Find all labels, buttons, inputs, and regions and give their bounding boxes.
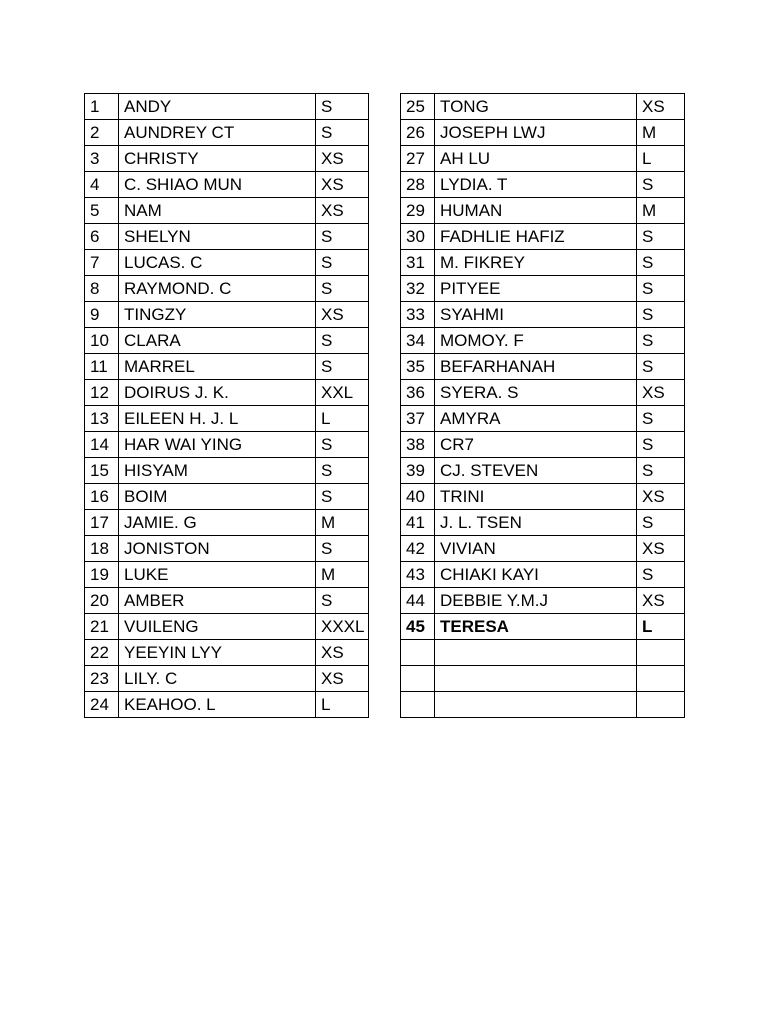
table-row: [401, 458, 685, 484]
table-row: [85, 224, 369, 250]
table-row: [85, 198, 369, 224]
size-cell: S: [316, 484, 369, 510]
name-cell: KEAHOO. L: [119, 692, 316, 718]
name-cell: DEBBIE Y.M.J: [435, 588, 637, 614]
name-cell: NAM: [119, 198, 316, 224]
size-cell: L: [316, 692, 369, 718]
size-cell: XS: [316, 302, 369, 328]
table-row: [401, 380, 685, 406]
size-cell: S: [316, 276, 369, 302]
size-cell: XXXL: [316, 614, 369, 640]
row-number-cell: 42: [401, 536, 435, 562]
table-row: [85, 562, 369, 588]
size-cell: L: [316, 406, 369, 432]
size-cell: S: [316, 536, 369, 562]
row-number-cell: 15: [85, 458, 119, 484]
name-cell: VIVIAN: [435, 536, 637, 562]
table-row: [85, 484, 369, 510]
row-number-cell: 1: [85, 94, 119, 120]
name-cell: AUNDREY CT: [119, 120, 316, 146]
name-cell: AMYRA: [435, 406, 637, 432]
name-cell: BEFARHANAH: [435, 354, 637, 380]
roster-table-left-body: [85, 94, 369, 718]
name-cell: TERESA: [435, 614, 637, 640]
table-row: [401, 692, 685, 718]
table-row: [401, 146, 685, 172]
row-number-cell: 32: [401, 276, 435, 302]
table-row: [401, 224, 685, 250]
name-cell: AH LU: [435, 146, 637, 172]
table-row: [401, 484, 685, 510]
size-cell: XS: [316, 666, 369, 692]
size-cell: S: [637, 276, 685, 302]
name-cell: SYAHMI: [435, 302, 637, 328]
row-number-cell: 41: [401, 510, 435, 536]
table-row: [401, 510, 685, 536]
row-number-cell: 28: [401, 172, 435, 198]
table-row: [85, 120, 369, 146]
row-number-cell: 8: [85, 276, 119, 302]
size-cell: XS: [637, 588, 685, 614]
row-number-cell: 12: [85, 380, 119, 406]
table-row: [401, 406, 685, 432]
name-cell: CJ. STEVEN: [435, 458, 637, 484]
name-cell: CHRISTY: [119, 146, 316, 172]
size-cell: XS: [637, 380, 685, 406]
name-cell: SYERA. S: [435, 380, 637, 406]
name-cell: BOIM: [119, 484, 316, 510]
row-number-cell: 20: [85, 588, 119, 614]
row-number-cell: 43: [401, 562, 435, 588]
row-number-cell: 35: [401, 354, 435, 380]
row-number-cell: 10: [85, 328, 119, 354]
name-cell: RAYMOND. C: [119, 276, 316, 302]
table-row: [401, 536, 685, 562]
name-cell: AMBER: [119, 588, 316, 614]
name-cell: MARREL: [119, 354, 316, 380]
roster-table-right: [400, 93, 685, 718]
name-cell: [435, 692, 637, 718]
size-cell: S: [637, 432, 685, 458]
size-cell: S: [316, 120, 369, 146]
name-cell: TINGZY: [119, 302, 316, 328]
table-row: [401, 198, 685, 224]
size-cell: S: [316, 328, 369, 354]
table-row: [85, 276, 369, 302]
table-row: [85, 94, 369, 120]
size-cell: S: [316, 432, 369, 458]
size-cell: XS: [637, 536, 685, 562]
size-cell: M: [316, 562, 369, 588]
name-cell: TRINI: [435, 484, 637, 510]
table-row: [85, 510, 369, 536]
row-number-cell: 37: [401, 406, 435, 432]
size-cell: S: [637, 510, 685, 536]
name-cell: PITYEE: [435, 276, 637, 302]
table-row: [85, 614, 369, 640]
row-number-cell: 36: [401, 380, 435, 406]
row-number-cell: 29: [401, 198, 435, 224]
size-cell: S: [637, 354, 685, 380]
row-number-cell: 6: [85, 224, 119, 250]
row-number-cell: 21: [85, 614, 119, 640]
row-number-cell: 26: [401, 120, 435, 146]
row-number-cell: 39: [401, 458, 435, 484]
table-row: [85, 536, 369, 562]
size-cell: [637, 692, 685, 718]
table-row: [85, 666, 369, 692]
size-cell: S: [637, 328, 685, 354]
name-cell: LUKE: [119, 562, 316, 588]
table-row: [401, 94, 685, 120]
table-row: [85, 380, 369, 406]
table-row: [401, 614, 685, 640]
size-cell: XXL: [316, 380, 369, 406]
size-cell: S: [316, 458, 369, 484]
table-row: [401, 354, 685, 380]
table-row: [85, 640, 369, 666]
size-cell: S: [637, 302, 685, 328]
row-number-cell: 40: [401, 484, 435, 510]
row-number-cell: 2: [85, 120, 119, 146]
table-row: [401, 328, 685, 354]
row-number-cell: [401, 666, 435, 692]
name-cell: HISYAM: [119, 458, 316, 484]
row-number-cell: 27: [401, 146, 435, 172]
size-cell: XS: [316, 146, 369, 172]
table-row: [401, 172, 685, 198]
row-number-cell: 9: [85, 302, 119, 328]
table-row: [401, 432, 685, 458]
row-number-cell: 14: [85, 432, 119, 458]
size-cell: XS: [316, 640, 369, 666]
name-cell: HAR WAI YING: [119, 432, 316, 458]
row-number-cell: 5: [85, 198, 119, 224]
row-number-cell: 34: [401, 328, 435, 354]
size-cell: L: [637, 146, 685, 172]
name-cell: J. L. TSEN: [435, 510, 637, 536]
size-cell: S: [637, 250, 685, 276]
size-cell: XS: [316, 198, 369, 224]
row-number-cell: 13: [85, 406, 119, 432]
name-cell: JAMIE. G: [119, 510, 316, 536]
size-cell: S: [637, 562, 685, 588]
name-cell: CHIAKI KAYI: [435, 562, 637, 588]
name-cell: ANDY: [119, 94, 316, 120]
row-number-cell: 44: [401, 588, 435, 614]
row-number-cell: 24: [85, 692, 119, 718]
table-row: [401, 562, 685, 588]
row-number-cell: 11: [85, 354, 119, 380]
size-cell: M: [637, 198, 685, 224]
row-number-cell: [401, 640, 435, 666]
name-cell: HUMAN: [435, 198, 637, 224]
row-number-cell: 19: [85, 562, 119, 588]
size-cell: S: [316, 224, 369, 250]
name-cell: SHELYN: [119, 224, 316, 250]
row-number-cell: 18: [85, 536, 119, 562]
name-cell: YEEYIN LYY: [119, 640, 316, 666]
table-row: [401, 588, 685, 614]
table-row: [401, 666, 685, 692]
table-row: [401, 276, 685, 302]
name-cell: M. FIKREY: [435, 250, 637, 276]
table-row: [85, 588, 369, 614]
size-cell: S: [637, 458, 685, 484]
row-number-cell: 3: [85, 146, 119, 172]
table-row: [85, 250, 369, 276]
size-cell: [637, 640, 685, 666]
size-cell: S: [316, 354, 369, 380]
name-cell: JONISTON: [119, 536, 316, 562]
roster-table-right-body: [401, 94, 685, 718]
table-row: [401, 640, 685, 666]
size-cell: [637, 666, 685, 692]
name-cell: C. SHIAO MUN: [119, 172, 316, 198]
name-cell: CLARA: [119, 328, 316, 354]
size-cell: M: [637, 120, 685, 146]
row-number-cell: 4: [85, 172, 119, 198]
table-row: [401, 120, 685, 146]
size-cell: S: [316, 94, 369, 120]
size-cell: S: [316, 588, 369, 614]
row-number-cell: 17: [85, 510, 119, 536]
table-row: [85, 406, 369, 432]
table-row: [85, 458, 369, 484]
table-row: [85, 692, 369, 718]
name-cell: JOSEPH LWJ: [435, 120, 637, 146]
table-row: [85, 146, 369, 172]
size-cell: S: [637, 406, 685, 432]
roster-table-left: [84, 93, 369, 718]
row-number-cell: 7: [85, 250, 119, 276]
size-cell: S: [637, 172, 685, 198]
name-cell: FADHLIE HAFIZ: [435, 224, 637, 250]
row-number-cell: 45: [401, 614, 435, 640]
name-cell: [435, 640, 637, 666]
table-row: [85, 172, 369, 198]
table-row: [401, 302, 685, 328]
table-row: [85, 432, 369, 458]
row-number-cell: [401, 692, 435, 718]
table-row: [85, 302, 369, 328]
name-cell: LYDIA. T: [435, 172, 637, 198]
row-number-cell: 33: [401, 302, 435, 328]
size-cell: S: [316, 250, 369, 276]
size-cell: XS: [637, 484, 685, 510]
row-number-cell: 22: [85, 640, 119, 666]
row-number-cell: 23: [85, 666, 119, 692]
row-number-cell: 16: [85, 484, 119, 510]
name-cell: DOIRUS J. K.: [119, 380, 316, 406]
name-cell: MOMOY. F: [435, 328, 637, 354]
row-number-cell: 38: [401, 432, 435, 458]
table-row: [85, 354, 369, 380]
name-cell: TONG: [435, 94, 637, 120]
name-cell: CR7: [435, 432, 637, 458]
name-cell: LUCAS. C: [119, 250, 316, 276]
row-number-cell: 25: [401, 94, 435, 120]
size-cell: S: [637, 224, 685, 250]
table-row: [85, 328, 369, 354]
table-row: [401, 250, 685, 276]
name-cell: LILY. C: [119, 666, 316, 692]
size-cell: L: [637, 614, 685, 640]
name-cell: EILEEN H. J. L: [119, 406, 316, 432]
name-cell: [435, 666, 637, 692]
size-cell: XS: [637, 94, 685, 120]
row-number-cell: 30: [401, 224, 435, 250]
row-number-cell: 31: [401, 250, 435, 276]
size-cell: XS: [316, 172, 369, 198]
name-cell: VUILENG: [119, 614, 316, 640]
size-cell: M: [316, 510, 369, 536]
